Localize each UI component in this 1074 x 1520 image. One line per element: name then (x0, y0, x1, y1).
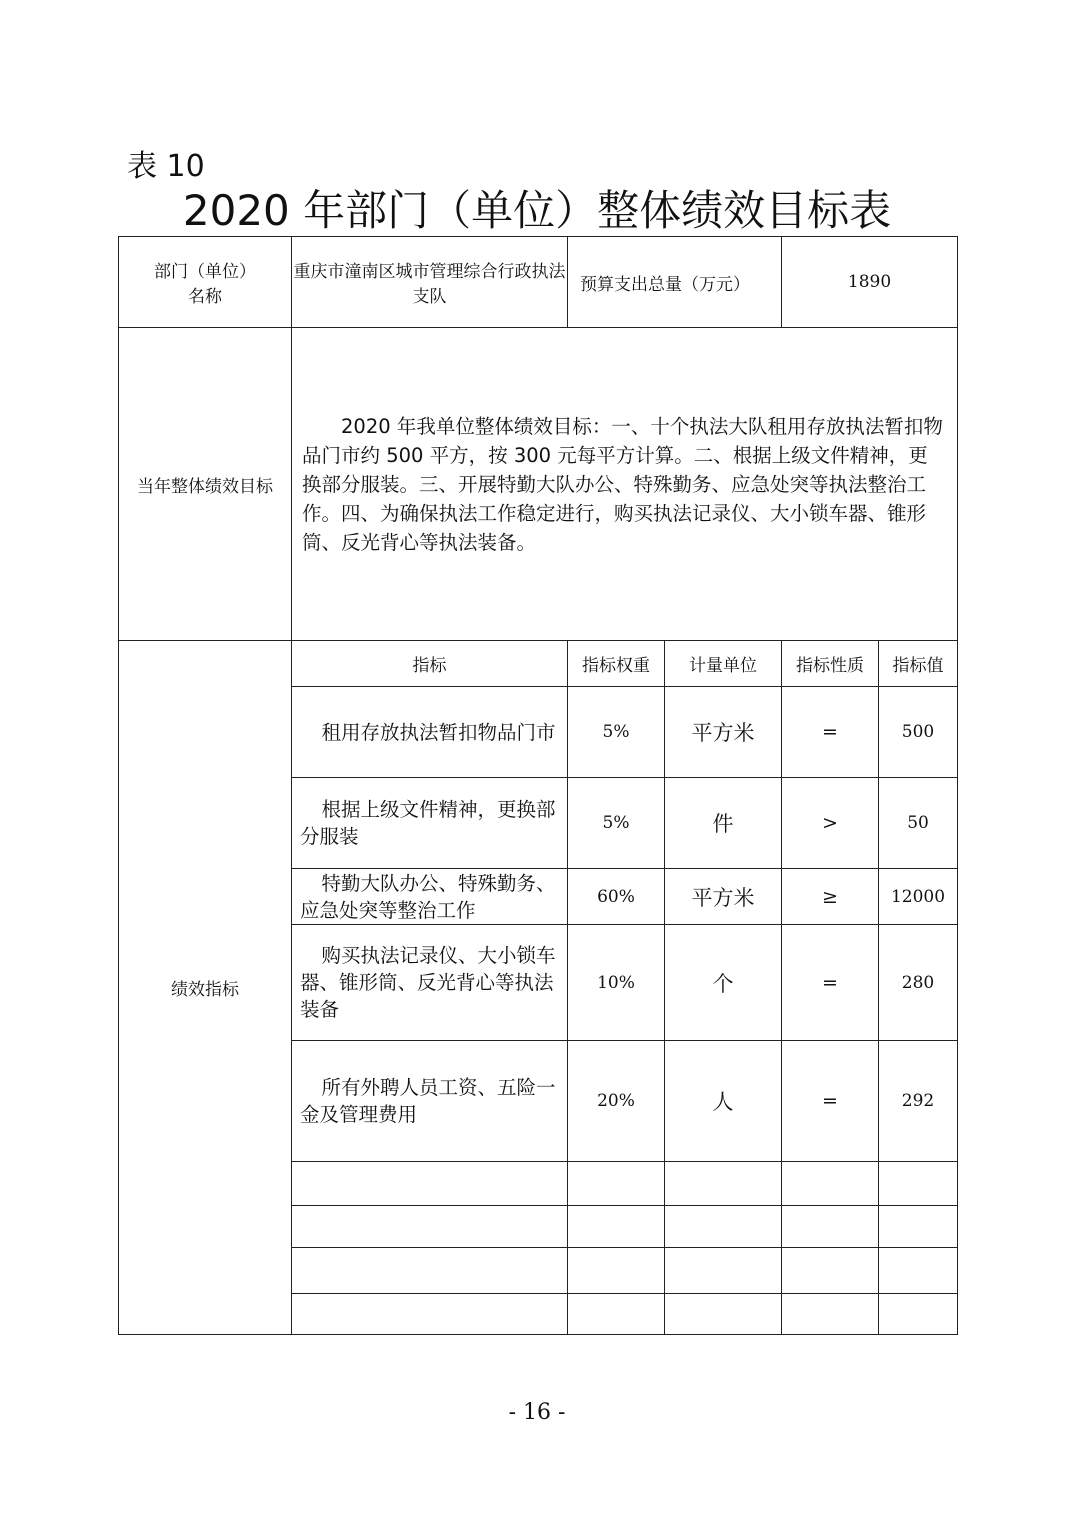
indicator-unit: 平方米 (665, 869, 782, 925)
empty-cell (292, 1162, 568, 1206)
empty-cell (879, 1294, 958, 1335)
indicator-nature: ≥ (782, 869, 879, 925)
empty-cell (292, 1294, 568, 1335)
empty-cell (782, 1248, 879, 1294)
goal-label: 当年整体绩效目标 (119, 328, 292, 641)
dept-label: 部门（单位）名称 (119, 237, 292, 328)
indicator-unit: 人 (665, 1041, 782, 1162)
indicator-name: 租用存放执法暂扣物品门市 (292, 687, 568, 778)
indicator-value: 12000 (879, 869, 958, 925)
header-value: 指标值 (879, 641, 958, 687)
indicator-weight: 60% (568, 869, 665, 925)
header-weight: 指标权重 (568, 641, 665, 687)
empty-cell (782, 1206, 879, 1248)
empty-cell (292, 1206, 568, 1248)
indicator-unit: 件 (665, 778, 782, 869)
empty-cell (292, 1248, 568, 1294)
indicators-label: 绩效指标 (119, 641, 292, 1335)
indicator-unit: 个 (665, 925, 782, 1041)
empty-cell (665, 1248, 782, 1294)
header-unit: 计量单位 (665, 641, 782, 687)
indicator-value: 280 (879, 925, 958, 1041)
indicator-nature: > (782, 778, 879, 869)
empty-cell (879, 1248, 958, 1294)
empty-cell (665, 1294, 782, 1335)
header-nature: 指标性质 (782, 641, 879, 687)
empty-cell (879, 1206, 958, 1248)
indicator-name: 购买执法记录仪、大小锁车器、锥形筒、反光背心等执法装备 (292, 925, 568, 1041)
header-indicator: 指标 (292, 641, 568, 687)
indicator-weight: 10% (568, 925, 665, 1041)
dept-row (119, 237, 958, 328)
budget-value: 1890 (782, 237, 958, 328)
empty-cell (568, 1294, 665, 1335)
indicator-value: 50 (879, 778, 958, 869)
empty-cell (665, 1206, 782, 1248)
empty-cell (782, 1294, 879, 1335)
empty-cell (568, 1162, 665, 1206)
indicator-nature: = (782, 687, 879, 778)
goal-row (119, 328, 958, 641)
indicator-nature: = (782, 925, 879, 1041)
empty-cell (568, 1206, 665, 1248)
empty-cell (879, 1162, 958, 1206)
goal-text: 2020 年我单位整体绩效目标：一、十个执法大队租用存放执法暂扣物品门市约 500 平方，按 300 元每平方计算。二、根据上级文件精神，更换部分服装。三、开展特勤大队办公、特殊勤务、应急处突等执法整治工作。四、为确保执法工作稳定进行，购买执法记录仪、大小锁车器、锥形筒、反光背心等执法装备。 (292, 328, 958, 641)
indicator-name: 所有外聘人员工资、五险一金及管理费用 (292, 1041, 568, 1162)
dept-name: 重庆市潼南区城市管理综合行政执法支队 (292, 237, 568, 328)
indicator-unit: 平方米 (665, 687, 782, 778)
indicator-nature: = (782, 1041, 879, 1162)
empty-cell (568, 1248, 665, 1294)
performance-goal-table (118, 236, 958, 1335)
indicator-weight: 5% (568, 687, 665, 778)
empty-cell (782, 1162, 879, 1206)
indicator-weight: 5% (568, 778, 665, 869)
budget-label: 预算支出总量（万元） (568, 237, 782, 328)
page-title: 2020 年部门（单位）整体绩效目标表 (182, 186, 892, 235)
indicator-header-row (119, 641, 958, 687)
indicator-name: 根据上级文件精神，更换部分服装 (292, 778, 568, 869)
empty-cell (665, 1162, 782, 1206)
indicator-value: 292 (879, 1041, 958, 1162)
indicator-weight: 20% (568, 1041, 665, 1162)
page-number: - 16 - (508, 1400, 566, 1425)
indicator-name: 特勤大队办公、特殊勤务、应急处突等整治工作 (292, 869, 568, 925)
table-number: 表 10 (127, 149, 205, 184)
indicator-value: 500 (879, 687, 958, 778)
